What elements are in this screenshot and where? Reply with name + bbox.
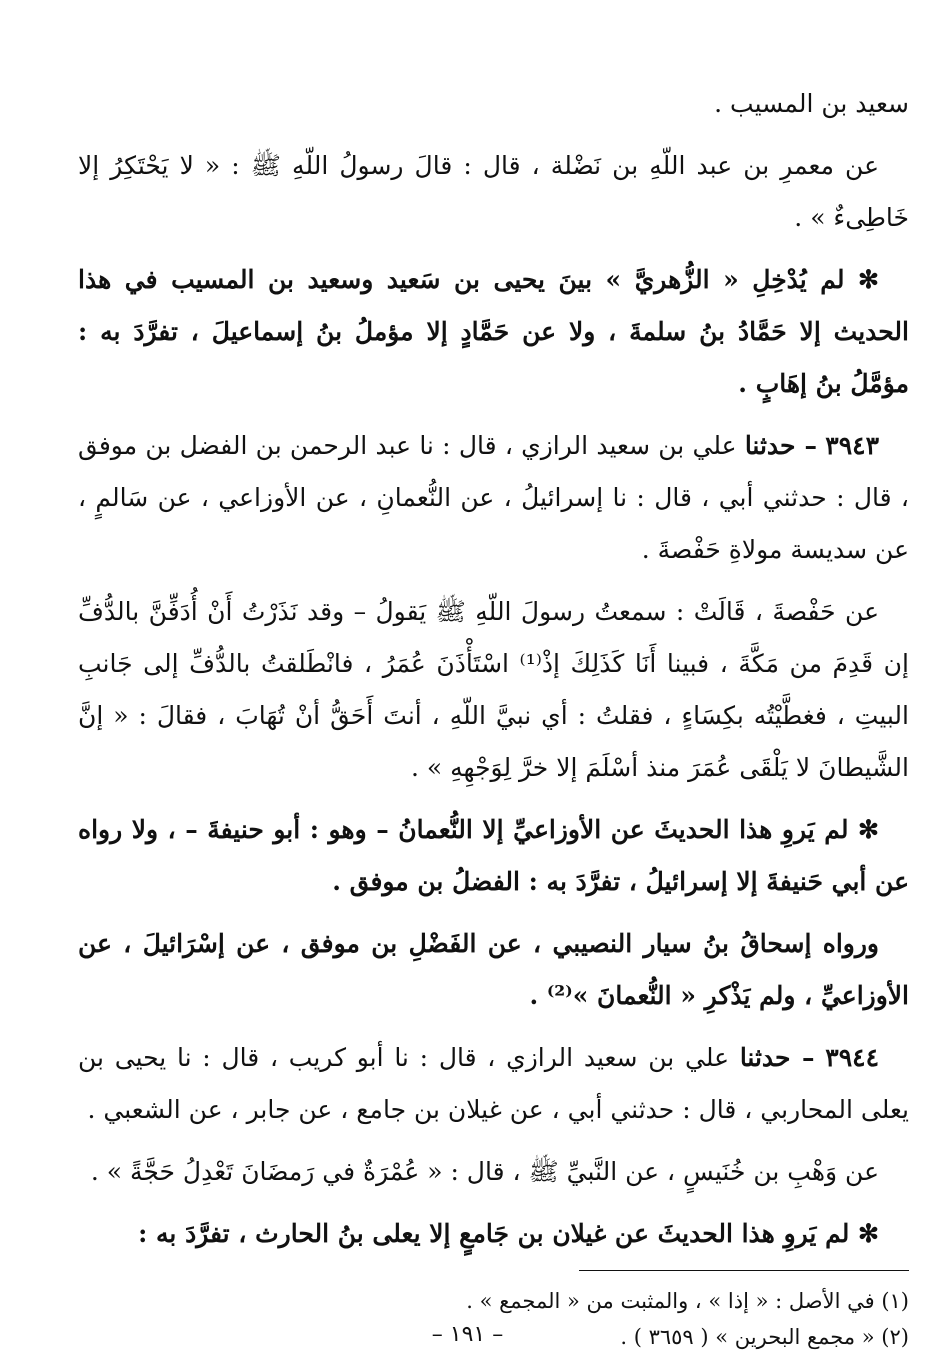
hadith-3944 [78, 1032, 909, 1136]
footnote-1: (١) في الأصل : « إذا » ، والمثبت من « المجمع » . [466, 1289, 909, 1313]
paragraph-5: عن حَفْصةَ ، قَالَتْ : سمعتُ رسولَ اللّهِ ﷺ يَقولُ – وقد نَذَرْتُ أَنْ أُدَفِّنَّ بالدُّفِّ إن قَدِمَ من مَكَّةَ ، فبينا أَنَا كَذَلِكَ إذْ⁽¹⁾ اسْتَأْذَنَ عُمَرُ ، فانْطَلقتُ بالدُّفِّ إلى جَانبِ البيتِ ، فغطَّيْتُه بكِسَاءٍ ، فقلتُ : أي نبيَّ اللّهِ ، أنتَ أَحَقُّ أنْ تُهَابَ ، فقالَ : « إنَّ الشَّيطانَ لا يَلْقَى عُمَرَ منذ أسْلَمَ إلا خرَّ لِوَجْهِهِ » . [78, 597, 909, 782]
hadith-3943 [78, 420, 909, 576]
body-text [78, 78, 909, 1260]
hadith-lead: – حدثنا [744, 431, 818, 460]
paragraph-6-commentary: ✻ لم يَروِ هذا الحديثَ عن الأوزاعيِّ إلا النُّعمانُ – وهو : أبو حنيفةَ – ، ولا رواه عن أبي حَنيفةَ إلا إسرائيلُ ، تفرَّدَ به : الفضلُ بن موفق . [78, 815, 909, 896]
footnote-2: (٢) « مجمع البحرين » ( ٣٦٥٩ ) . [620, 1325, 909, 1349]
paragraph-10-commentary: ✻ لم يَروِ هذا الحديثَ عن غيلان بن جَامعٍ إلا يعلى بنُ الحارث ، تفرَّدَ به : [138, 1219, 879, 1248]
hadith-isnad: علي بن سعيد الرازي ، قال : نا عبد الرحمن بن الفضل بن موفق ، قال : حدثني أبي ، قال : نا إسرائيلُ ، عن النُّعمانِ ، عن الأوزاعي ، عن سَالمٍ ، عن سديسة مولاةِ حَفْصةَ . [78, 431, 909, 564]
hadith-number: ٣٩٤٤ [825, 1043, 880, 1072]
hadith-lead: – حدثنا [739, 1043, 815, 1072]
hadith-number: ٣٩٤٣ [825, 431, 880, 460]
paragraph-7-commentary: ورواه إسحاقُ بنُ سيار النصيبي ، عن الفَضْلِ بن موفق ، عن إسْرَائيلَ ، عن الأوزاعيِّ ، ولم يَذْكرِ « النُّعمانَ »⁽²⁾ . [78, 929, 909, 1010]
hadith-isnad: علي بن سعيد الرازي ، قال : نا أبو كريب ، قال : نا يحيى بن يعلى المحاربي ، قال : حدثني أبي ، عن غيلان بن جامع ، عن جابر ، عن الشعبي . [78, 1043, 909, 1124]
paragraph-1: سعيد بن المسيب . [714, 89, 909, 118]
footnote-separator [579, 1270, 909, 1271]
paragraph-2: عن معمرِ بن عبد اللّهِ بن نَضْلة ، قال : قالَ رسولُ اللّهِ ﷺ : « لا يَحْتَكِرُ إلا خَاطِىءٌ » . [78, 151, 909, 232]
page-number: – ١٩١ – [431, 1322, 504, 1347]
paragraph-9: عن وَهْبِ بن خُنَيسٍ ، عن النَّبيِّ ﷺ ، قال : « عُمْرَةٌ في رَمضَانَ تَعْدِلُ حَجَّةً » . [90, 1157, 879, 1186]
paragraph-3-commentary: ✻ لم يُدْخِلِ « الزُّهريَّ » بينَ يحيى بن سَعيد وسعيد بن المسيب في هذا الحديث إلا حَمَّادُ بنُ سلمةَ ، ولا عن حَمَّادٍ إلا مؤملُ بنُ إسماعيلَ ، تفرَّدَ به : مؤمَّلُ بنُ إهَابٍ . [78, 265, 909, 398]
